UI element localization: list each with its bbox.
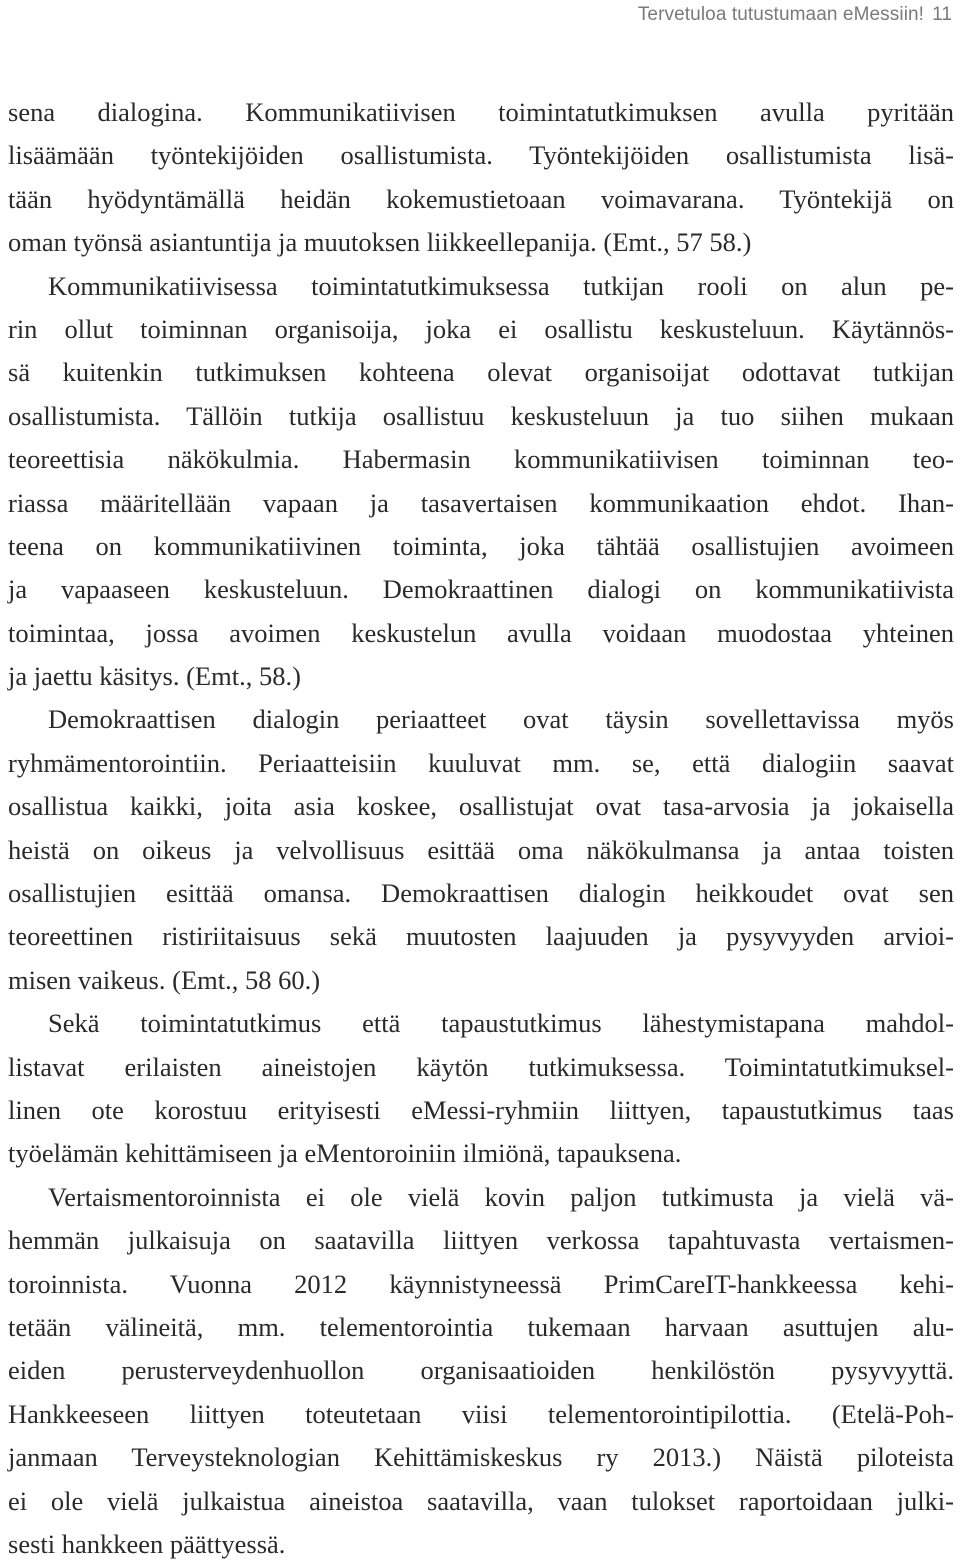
text-line: janmaan Terveysteknologian Kehittämiskeskus ry 2013.) Näistä piloteista	[8, 1442, 954, 1473]
text-line: osallistumista. Tällöin tutkija osallistuu keskusteluun ja tuo siihen mukaan	[8, 400, 954, 431]
text-line: työelämän kehittämiseen ja eMentoroiniin ilmiönä, tapauksena.	[8, 1138, 682, 1169]
text-line: riassa määritellään vapaan ja tasavertaisen kommunikaation ehdot. Ihan-	[8, 487, 954, 518]
text-line: toimintaa, jossa avoimen keskustelun avulla voidaan muodostaa yhteinen	[8, 617, 954, 648]
paragraph	[8, 1176, 954, 1566]
text-line: teena on kommunikatiivinen toiminta, joka tähtää osallistujien avoimeen	[8, 530, 954, 561]
running-header	[638, 4, 952, 26]
paragraph	[8, 91, 954, 265]
text-line: Hankkeeseen liittyen toteutetaan viisi telementorointipilottia. (Etelä-Poh-	[8, 1398, 954, 1429]
text-line: sesti hankkeen päättyessä.	[8, 1528, 286, 1559]
text-line: ryhmämentorointiin. Periaatteisiin kuuluvat mm. se, että dialogiin saavat	[8, 747, 954, 778]
running-title: Tervetuloa tutustumaan eMessiin!	[637, 4, 925, 25]
text-line: Vertaismentoroinnista ei ole vielä kovin paljon tutkimusta ja vielä vä-	[48, 1181, 954, 1212]
text-line: Kommunikatiivisessa toimintatutkimuksessa tutkijan rooli on alun pe-	[48, 270, 954, 301]
text-line: lisäämään työntekijöiden osallistumista. Työntekijöiden osallistumista lisä-	[8, 140, 954, 171]
paragraph	[8, 265, 954, 699]
text-line: oman työnsä asiantuntija ja muutoksen liikkeellepanija. (Emt., 57 58.)	[8, 227, 752, 258]
text-line: teoreettisia näkökulmia. Habermasin kommunikatiivisen toiminnan teo-	[8, 444, 954, 475]
text-line: ei ole vielä julkaistua aineistoa saatavilla, vaan tulokset raportoidaan julki-	[8, 1485, 954, 1516]
text-line: heistä on oikeus ja velvollisuus esittää oma näkökulmansa ja antaa toisten	[8, 834, 954, 865]
text-line: sena dialogina. Kommunikatiivisen toimintatutkimuksen avulla pyritään	[8, 97, 954, 127]
text-line: tään hyödyntämällä heidän kokemustietoaan voimavarana. Työntekijä on	[8, 183, 954, 214]
text-line: tetään välineitä, mm. telementorointia tukemaan harvaan asuttujen alu-	[8, 1311, 954, 1342]
text-line: osallistujien esittää omansa. Demokraattisen dialogin heikkoudet ovat sen	[8, 878, 954, 909]
text-line: sä kuitenkin tutkimuksen kohteena olevat organisoijat odottavat tutkijan	[8, 357, 954, 388]
text-line: misen vaikeus. (Emt., 58 60.)	[8, 964, 321, 995]
text-line: teoreettinen ristiriitaisuus sekä muutosten laajuuden ja pysyvyyden arvioi-	[8, 921, 954, 952]
text-line: eiden perusterveydenhuollon organisaatioiden henkilöstön pysyvyyttä.	[8, 1355, 954, 1386]
text-line: ja vapaaseen keskusteluun. Demokraattinen dialogi on kommunikatiivista	[8, 574, 954, 605]
text-line: rin ollut toiminnan organisoija, joka ei osallistu keskusteluun. Käytännös-	[8, 313, 954, 344]
text-line: Demokraattisen dialogin periaatteet ovat täysin sovellettavissa myös	[48, 704, 954, 735]
text-line: ja jaettu käsitys. (Emt., 58.)	[8, 661, 301, 692]
text-line: toroinnista. Vuonna 2012 käynnistyneessä PrimCareIT-hankkeessa kehi-	[8, 1268, 954, 1299]
text-line: Sekä toimintatutkimus että tapaustutkimus lähestymistapana mahdol-	[48, 1008, 954, 1039]
text-line: hemmän julkaisuja on saatavilla liittyen verkossa tapahtuvasta vertaismen-	[8, 1225, 954, 1256]
text-line: listavat erilaisten aineistojen käytön tutkimuksessa. Toimintatutkimuksel-	[8, 1051, 954, 1082]
paragraph	[8, 698, 954, 1002]
text-line: linen ote korostuu erityisesti eMessi-ryhmiin liittyen, tapaustutkimus taas	[8, 1094, 954, 1125]
body-text	[8, 91, 954, 1566]
paragraph	[8, 1002, 954, 1176]
page-number: 11	[932, 4, 952, 25]
text-line: osallistua kaikki, joita asia koskee, osallistujat ovat tasa-arvosia ja jokaisella	[8, 791, 954, 822]
